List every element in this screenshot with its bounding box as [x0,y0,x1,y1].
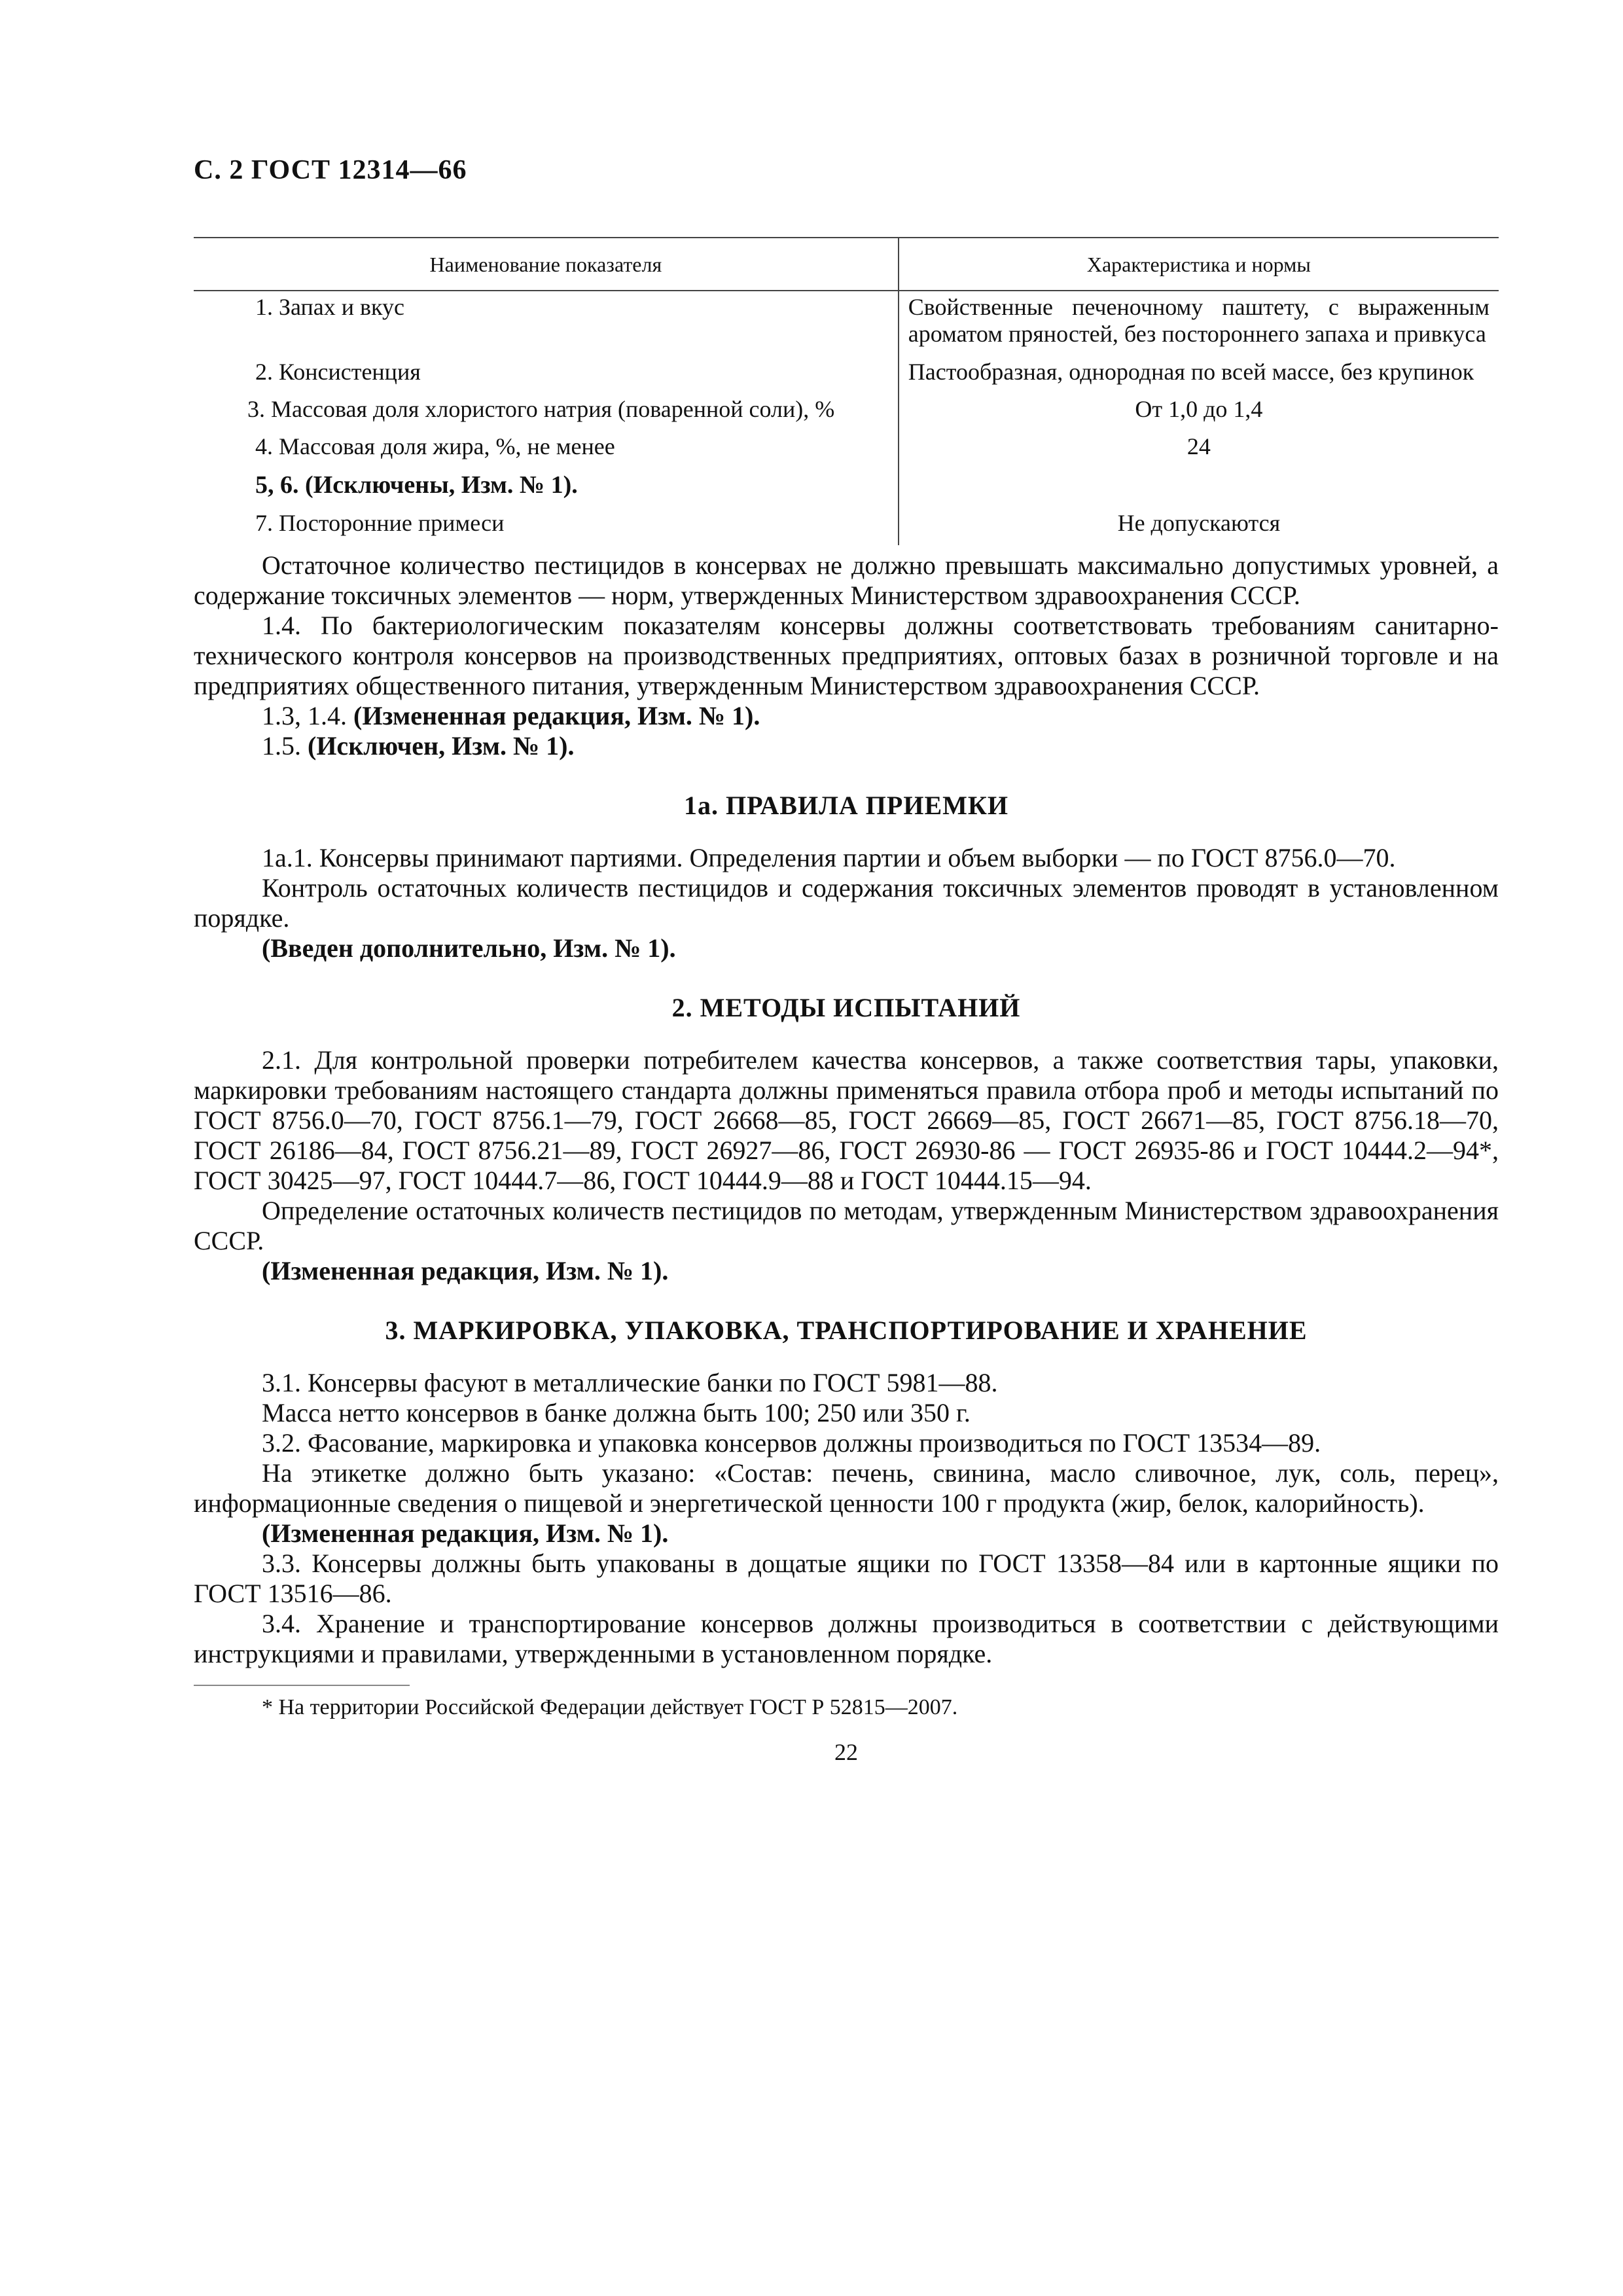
paragraph-3-4: 3.4. Хранение и транспортирование консервов должны производиться в соответствии с действующими инструкциями и правилами, утвержденными в установленном порядке. [194,1608,1499,1668]
row-value [899,469,1499,508]
table-row [194,291,1499,356]
paragraph-1-4: 1.4. По бактериологическим показателям консервы должны соответствовать требованиям санитарно-технического контроля консервов на производственных предприятиях, оптовых базах в розничной торговле и на предприятиях общественного питания, утвержденным Министерством здравоохранения СССР. [194,610,1499,700]
amendment-note: 1.5. (Исключен, Изм. № 1). [262,730,575,761]
table-row [194,469,1499,508]
table-header-row [194,238,1499,291]
amendment-note: (Измененная редакция, Изм. № 1). [262,1255,669,1285]
requirements-table [194,237,1499,545]
row-value: От 1,0 до 1,4 [1135,395,1263,422]
amendment-note: (Измененная редакция, Изм. № 1). [262,1518,669,1548]
paragraph-control: Контроль остаточных количеств пестицидов и содержания токсичных элементов проводят в установленном порядке. [194,872,1499,933]
amendment-note: (Введен дополнительно, Изм. № 1). [262,933,676,963]
row-name: 7. Посторонние примеси [194,507,899,545]
table-row [194,431,1499,468]
row-value: 24 [1186,433,1211,460]
paragraph-3-3: 3.3. Консервы должны быть упакованы в дощатые ящики по ГОСТ 13358—84 или в картонные ящики по ГОСТ 13516—86. [194,1548,1499,1608]
page-header: С. 2 ГОСТ 12314—66 [194,155,467,185]
row-value: Свойственные печеночному паштету, с выраженным ароматом пряностей, без постороннего запаха и привкуса [908,293,1489,348]
row-name: 1. Запах и вкус [194,291,899,356]
paragraph-2-1: 2.1. Для контрольной проверки потребителем качества консервов, а также соответствия тары, упаковки, маркировки требованиям настоящего стандарта должны применяться правила отбора проб и методы испытаний по ГОСТ 8756.0—70, ГОСТ 8756.1—79, ГОСТ 26668—85, ГОСТ 26669—85, ГОСТ 26671—85, ГОСТ 8756.18—70, ГОСТ 26186—84, ГОСТ 8756.21—89, ГОСТ 26927—86, ГОСТ 26930-86 — ГОСТ 26935-86 и ГОСТ 10444.2—94*, ГОСТ 30425—97, ГОСТ 10444.7—86, ГОСТ 10444.9—88 и ГОСТ 10444.15—94. [194,1045,1499,1195]
document-page [194,154,1499,1766]
paragraph-pesticides: Остаточное количество пестицидов в консервах не должно превышать максимально допустимых уровней, а содержание токсичных элементов — норм, утвержденных Министерством здравоохранения СССР. [194,550,1499,610]
row-name: 3. Массовая доля хлористого натрия (поваренной соли), % [194,393,899,431]
column-header-indicator: Наименование показателя [194,238,899,291]
paragraph-net-mass: Масса нетто консервов в банке должна быть 100; 250 или 350 г. [262,1397,971,1427]
table-row [194,507,1499,545]
row-value: Не допускаются [1117,510,1281,537]
row-name: 5, 6. (Исключены, Изм. № 1). [194,469,899,508]
paragraph-3-2: 3.2. Фасование, маркировка и упаковка консервов должны производиться по ГОСТ 13534—89. [262,1427,1321,1458]
footnote: * На территории Российской Федерации действует ГОСТ Р 52815—2007. [262,1695,958,1719]
section-heading-1a: 1а. ПРАВИЛА ПРИЕМКИ [683,790,1008,820]
page-number: 22 [834,1738,858,1765]
paragraph-1a-1: 1а.1. Консервы принимают партиями. Определения партии и объем выборки — по ГОСТ 8756.0—70. [262,842,1396,872]
section-heading-2: 2. МЕТОДЫ ИСПЫТАНИЙ [671,992,1021,1022]
amendment-note: 1.3, 1.4. (Измененная редакция, Изм. № 1). [262,700,760,730]
row-name: 2. Консистенция [194,356,899,393]
paragraph-3-1: 3.1. Консервы фасуют в металлические банки по ГОСТ 5981—88. [262,1367,998,1397]
paragraph-pesticide-methods: Определение остаточных количеств пестицидов по методам, утвержденным Министерством здравоохранения СССР. [194,1195,1499,1255]
row-name: 4. Массовая доля жира, %, не менее [194,431,899,468]
table-row [194,356,1499,393]
column-header-norms: Характеристика и нормы [899,238,1499,291]
row-value: Пастообразная, однородная по всей массе, без крупинок [908,358,1474,385]
paragraph-label: На этикетке должно быть указано: «Состав: печень, свинина, масло сливочное, лук, соль, перец», информационные сведения о пищевой и энергетической ценности 100 г продукта (жир, белок, калорийность). [194,1458,1499,1518]
table-row [194,393,1499,431]
section-heading-3: 3. МАРКИРОВКА, УПАКОВКА, ТРАНСПОРТИРОВАНИЕ И ХРАНЕНИЕ [385,1315,1308,1345]
footnote-divider [194,1685,410,1686]
